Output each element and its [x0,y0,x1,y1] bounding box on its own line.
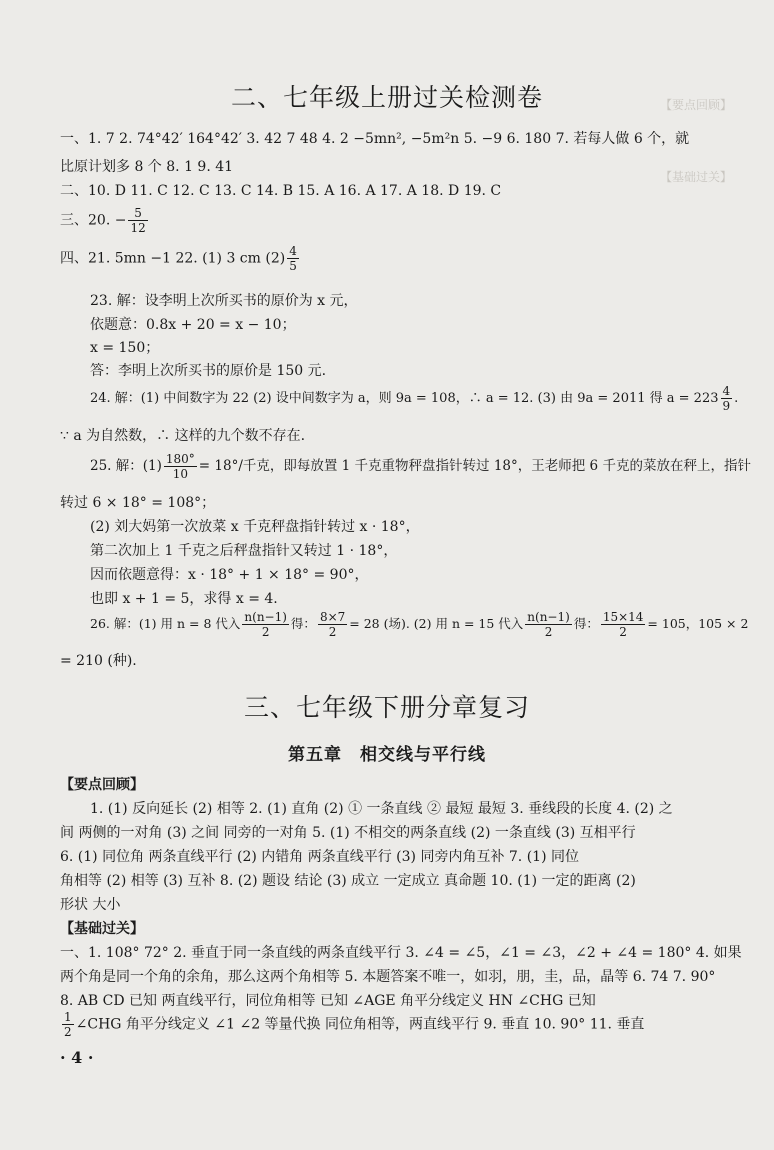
solution-text: = 18°/千克，即每放置 1 千克重物秤盘指针转过 18°，王老师把 6 千克的菜放在秤上，指针 [198,458,751,474]
answer-line: 形状 大小 [60,897,121,913]
solution-line: (2) 刘大妈第一次放菜 x 千克秤盘指针转过 x · 18°， [90,519,420,535]
solution-text: = 105，105 × 2 [647,616,749,631]
fraction [128,206,147,235]
answer-text: 四、21. 5mn −1 22. (1) 3 cm (2) [60,250,286,267]
solution-line: 依题意：0.8x + 20 = x − 10； [90,317,296,333]
answer-line: 8. AB CD 已知 两直线平行，同位角相等 已知 ∠AGE 角平分线定义 HN ∠CHG 已知 [60,993,596,1009]
fraction [601,610,646,639]
solution-text: 得： [573,616,599,631]
solution-line: x = 150； [90,340,160,356]
subsection-heading: 【基础过关】 [60,921,144,937]
denominator: 12 [130,221,146,235]
bleed-through-text: 【要点回顾】 [660,98,733,112]
denominator: 2 [64,1025,72,1039]
answer-line: 比原计划多 8 个 8. 1 9. 41 [60,159,234,175]
solution-line: ∵ a 为自然数，∴ 这样的九个数不存在. [60,428,306,444]
answer-line: 1. (1) 反向延长 (2) 相等 2. (1) 直角 (2) ① 一条直线 ② 最短 最短 3. 垂线段的长度 4. (2) 之 [90,801,673,817]
solution-line: 第二次加上 1 千克之后秤盘指针又转过 1 · 18°， [90,543,398,559]
solution-text: 25. 解：(1) [90,458,162,474]
numerator: n(n−1) [527,610,570,624]
fraction [525,610,572,639]
fraction [242,610,289,639]
solution-line: 因而依题意得：x · 18° + 1 × 18° = 90°， [90,567,369,583]
answer-text: ∠CHG 角平分线定义 ∠1 ∠2 等量代换 同位角相等，两直线平行 9. 垂直 10. 90° 11. 垂直 [75,1016,645,1033]
answer-line: 间 两侧的一对角 (3) 之间 同旁的一对角 5. (1) 不相交的两条直线 (2) 一条直线 (3) 互相平行 [60,825,636,841]
solution-text: = 28 (场). (2) 用 n = 15 代入 [349,616,524,631]
bleed-through-text: 【基础过关】 [660,170,733,184]
solution-text: 得： [290,616,316,631]
denominator: 10 [172,467,188,481]
numerator: 15×14 [602,610,644,624]
answer-line: 角相等 (2) 相等 (3) 互补 8. (2) 题设 结论 (3) 成立 一定成立 真命题 10. (1) 一定的距离 (2) [60,873,636,889]
chapter-title: 第五章 相交线与平行线 [288,745,486,765]
numerator: 4 [289,244,297,258]
section-title: 二、七年级上册过关检测卷 [230,83,543,112]
solution-text: 24. 解：(1) 中间数字为 22 (2) 设中间数字为 a，则 9a = 108，∴ a = 12. (3) 由 9a = 2011 得 a = 223 [90,391,719,406]
answer-line [60,1010,644,1039]
solution-line [90,610,748,639]
numerator: 4 [722,384,731,398]
answer-line [60,206,150,235]
solution-line: = 210 (种). [60,653,137,669]
answer-line: 一、1. 108° 72° 2. 垂直于同一条直线的两条直线平行 3. ∠4 = ∠5，∠1 = ∠3，∠2 + ∠4 = 180° 4. 如果 [60,945,742,961]
numerator: 1 [64,1010,72,1024]
denominator: 9 [722,399,731,413]
solution-text: 26. 解：(1) 用 n = 8 代入 [90,616,241,631]
denominator: 2 [619,625,627,639]
answer-line: 二、10. D 11. C 12. C 13. C 14. B 15. A 16. A 17. A 18. D 19. C [60,183,502,199]
denominator: 2 [328,625,337,639]
solution-line: 24. 解：(1) 中间数字为 22 (2) 设中间数字为 a，则 9a = 108，∴ a = 12. (3) 由 9a = 2011 得 a = 223 $\frac{4}{9}$ . [90,384,739,413]
denominator: 2 [544,625,553,639]
solution-line: 23. 解：设李明上次所买书的原价为 x 元， [90,293,358,309]
solution-line: 转过 6 × 18° = 108°； [60,495,216,511]
answer-line [60,244,301,273]
answer-line: 6. (1) 同位角 两条直线平行 (2) 内错角 两条直线平行 (3) 同旁内角互补 7. (1) 同位 [60,849,579,865]
fraction [287,244,299,273]
answer-line: 两个角是同一个角的余角，那么这两个角相等 5. 本题答案不唯一，如羽，朋，圭，品，晶等 6. 74 7. 90° [60,969,716,985]
denominator: 5 [289,259,297,273]
solution-line: 也即 x + 1 = 5，求得 x = 4. [90,591,278,607]
fraction [164,452,197,481]
subsection-heading: 【要点回顾】 [60,777,144,793]
fraction [318,610,347,639]
numerator: n(n−1) [244,610,287,624]
answer-text: 三、20. − [60,212,127,229]
section-title: 三、七年级下册分章复习 [243,693,530,722]
numerator: 8×7 [319,610,346,624]
fraction [62,1010,74,1039]
solution-line: 答：李明上次所买书的原价是 150 元. [90,363,327,379]
numerator: 180° [165,452,195,466]
page-number: · 4 · [60,1048,94,1067]
solution-line [90,452,751,481]
answer-line: 一、1. 7 2. 74°42′ 164°42′ 3. 42 7 48 4. 2 −5mn², −5m²n 5. −9 6. 180 7. 若每人做 6 个，就 [60,131,690,147]
numerator: 5 [128,206,147,221]
denominator: 2 [261,625,270,639]
fraction [721,384,733,413]
